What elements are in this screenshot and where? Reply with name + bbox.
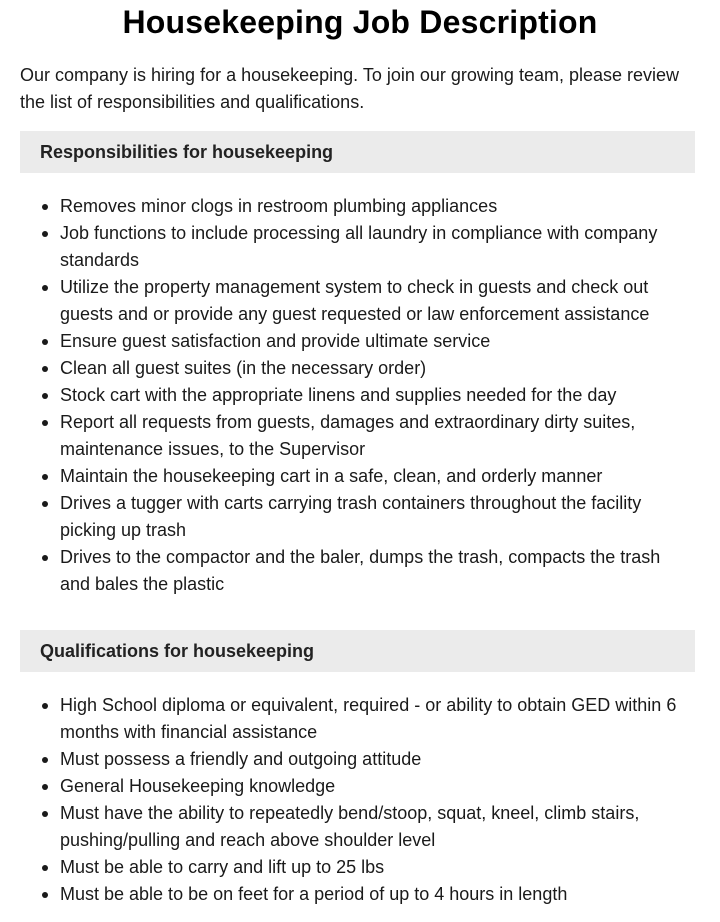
- list-item: [20, 193, 695, 220]
- bullet-icon: [42, 231, 48, 237]
- list-item: [20, 544, 695, 598]
- list-item-text: Must be able to carry and lift up to 25 lbs: [60, 857, 385, 877]
- list-item: [20, 355, 695, 382]
- list-item: [20, 382, 695, 409]
- list-item-text: General Housekeeping knowledge: [60, 776, 336, 796]
- list-item: [20, 220, 695, 274]
- list-item: [20, 490, 695, 544]
- list-item: [20, 800, 695, 854]
- bullet-icon: [42, 501, 48, 507]
- list-item-text: Maintain the housekeeping cart in a safe, clean, and orderly manner: [60, 466, 603, 486]
- list-item-text: Utilize the property management system to check in guests and check out guests and or provide any guest requested or law enforcement assistance: [60, 277, 650, 324]
- bullet-icon: [42, 366, 48, 372]
- bullet-icon: [42, 703, 48, 709]
- intro-paragraph: Our company is hiring for a housekeeping. To join our growing team, please review the list of responsibilities and qualifications.: [20, 65, 680, 112]
- list-item: [20, 881, 695, 908]
- list-item-text: Must be able to be on feet for a period of up to 4 hours in length: [60, 884, 568, 904]
- bullet-icon: [42, 811, 48, 817]
- list-item-text: Drives a tugger with carts carrying trash containers throughout the facility picking up trash: [60, 493, 642, 540]
- list-item-text: Drives to the compactor and the baler, dumps the trash, compacts the trash and bales the plastic: [60, 547, 661, 594]
- qualifications-list: [20, 692, 695, 908]
- list-item: [20, 463, 695, 490]
- list-item: [20, 692, 695, 746]
- bullet-icon: [42, 285, 48, 291]
- section-spacer: [0, 598, 720, 615]
- bullet-icon: [42, 204, 48, 210]
- bullet-icon: [42, 420, 48, 426]
- bullet-icon: [42, 865, 48, 871]
- list-item: [20, 274, 695, 328]
- list-item-text: Clean all guest suites (in the necessary order): [60, 358, 427, 378]
- responsibilities-heading: Responsibilities for housekeeping: [20, 131, 695, 173]
- responsibilities-list: [20, 193, 695, 598]
- list-item-text: Ensure guest satisfaction and provide ultimate service: [60, 331, 491, 351]
- list-item: [20, 328, 695, 355]
- list-item-text: Job functions to include processing all laundry in compliance with company standards: [60, 223, 658, 270]
- list-item: [20, 773, 695, 800]
- list-item-text: Must have the ability to repeatedly bend/stoop, squat, kneel, climb stairs, pushing/pulling and reach above shoulder level: [60, 803, 640, 850]
- list-item-text: Report all requests from guests, damages and extraordinary dirty suites, maintenance issues, to the Supervisor: [60, 412, 636, 459]
- bullet-icon: [42, 757, 48, 763]
- list-item-text: High School diploma or equivalent, required - or ability to obtain GED within 6 months with financial assistance: [60, 695, 677, 742]
- list-item-text: Must possess a friendly and outgoing attitude: [60, 749, 422, 769]
- qualifications-heading: Qualifications for housekeeping: [20, 630, 695, 672]
- bullet-icon: [42, 555, 48, 561]
- list-item-text: Stock cart with the appropriate linens and supplies needed for the day: [60, 385, 617, 405]
- bullet-icon: [42, 393, 48, 399]
- bullet-icon: [42, 339, 48, 345]
- list-item: [20, 409, 695, 463]
- bullet-icon: [42, 892, 48, 898]
- page-title: Housekeeping Job Description: [122, 4, 598, 40]
- bullet-icon: [42, 474, 48, 480]
- list-item: [20, 854, 695, 881]
- bullet-icon: [42, 784, 48, 790]
- list-item: [20, 746, 695, 773]
- list-item-text: Removes minor clogs in restroom plumbing appliances: [60, 196, 498, 216]
